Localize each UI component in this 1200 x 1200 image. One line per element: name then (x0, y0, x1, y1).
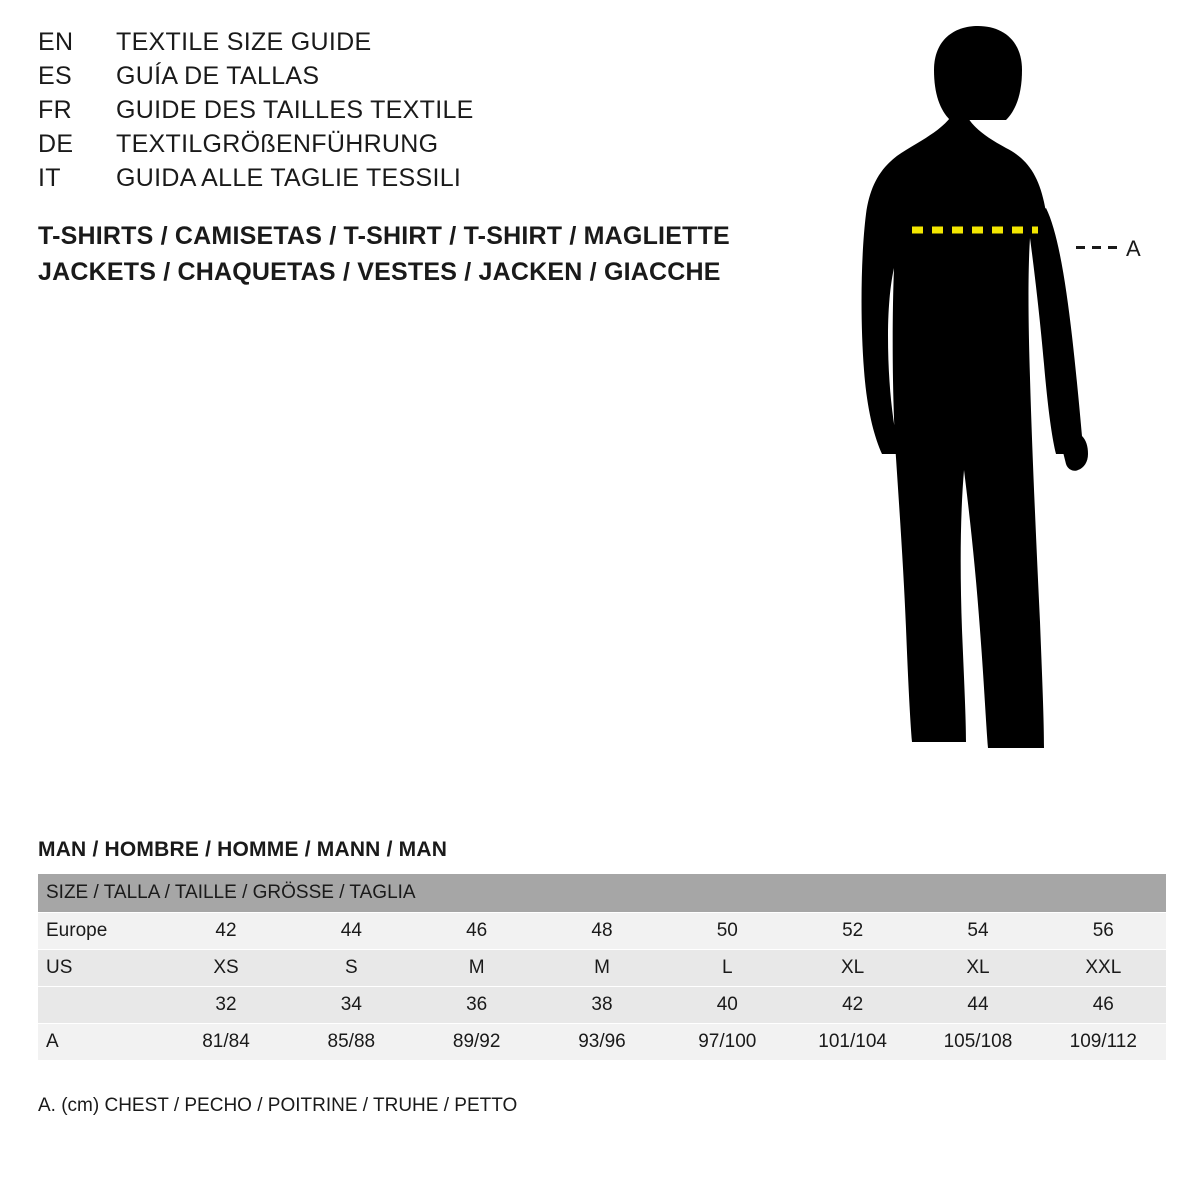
language-code: FR (38, 96, 72, 124)
table-cell: 44 (289, 913, 414, 950)
measure-label-a: A (1126, 236, 1141, 261)
row-label: Europe (38, 913, 163, 950)
language-row (38, 164, 758, 198)
table-cell: 42 (163, 913, 288, 950)
row-label: US (38, 950, 163, 987)
table-cell: 89/92 (414, 1024, 539, 1061)
table-cell: 46 (1041, 987, 1166, 1024)
table-cell: 56 (1041, 913, 1166, 950)
table-cell: L (665, 950, 790, 987)
table-cell: 50 (665, 913, 790, 950)
table-cell: M (414, 950, 539, 987)
language-header-block (38, 28, 758, 198)
table-cell: 93/96 (539, 1024, 664, 1061)
language-title: TEXTILGRÖßENFÜHRUNG (116, 130, 439, 158)
measure-leader-dash (1076, 246, 1120, 249)
table-cell: 44 (915, 987, 1040, 1024)
table-cell: 38 (539, 987, 664, 1024)
language-row (38, 130, 758, 164)
language-title: GUIDA ALLE TAGLIE TESSILI (116, 164, 462, 192)
language-code: ES (38, 62, 72, 90)
table-cell: 109/112 (1041, 1024, 1166, 1061)
body-silhouette-figure (830, 18, 1170, 788)
language-code: DE (38, 130, 74, 158)
language-code: IT (38, 164, 61, 192)
table-header-row (38, 874, 1166, 913)
table-cell: 97/100 (665, 1024, 790, 1061)
table-row (38, 913, 1166, 950)
size-table (38, 874, 1166, 1061)
table-header-label: SIZE / TALLA / TAILLE / GRÖSSE / TAGLIA (38, 874, 1166, 913)
category-block (38, 218, 798, 290)
table-cell: XXL (1041, 950, 1166, 987)
language-row (38, 28, 758, 62)
table-cell: 101/104 (790, 1024, 915, 1061)
silhouette-svg (830, 18, 1170, 788)
category-line-tshirts: T-SHIRTS / CAMISETAS / T-SHIRT / T-SHIRT / MAGLIETTE (38, 222, 730, 250)
table-cell: XS (163, 950, 288, 987)
row-label (38, 987, 163, 1024)
table-cell: XL (790, 950, 915, 987)
table-section-title: MAN / HOMBRE / HOMME / MANN / MAN (38, 838, 448, 861)
measurement-footnote: A. (cm) CHEST / PECHO / POITRINE / TRUHE / PETTO (38, 1095, 518, 1116)
table-cell: 85/88 (289, 1024, 414, 1061)
table-cell: 54 (915, 913, 1040, 950)
table-cell: 40 (665, 987, 790, 1024)
table-cell: 36 (414, 987, 539, 1024)
table-cell: 52 (790, 913, 915, 950)
size-table-section (38, 838, 1166, 1061)
language-title: GUIDE DES TAILLES TEXTILE (116, 96, 474, 124)
table-cell: 34 (289, 987, 414, 1024)
table-cell: 48 (539, 913, 664, 950)
table-cell: 46 (414, 913, 539, 950)
table-cell: S (289, 950, 414, 987)
language-title: GUÍA DE TALLAS (116, 62, 320, 90)
table-cell: 32 (163, 987, 288, 1024)
table-cell: XL (915, 950, 1040, 987)
language-code: EN (38, 28, 74, 56)
table-row (38, 987, 1166, 1024)
table-cell: 81/84 (163, 1024, 288, 1061)
language-row (38, 96, 758, 130)
table-cell: 105/108 (915, 1024, 1040, 1061)
language-title: TEXTILE SIZE GUIDE (116, 28, 372, 56)
language-row (38, 62, 758, 96)
table-row (38, 950, 1166, 987)
row-label: A (38, 1024, 163, 1061)
category-line-jackets: JACKETS / CHAQUETAS / VESTES / JACKEN / GIACCHE (38, 258, 721, 286)
table-row (38, 1024, 1166, 1061)
table-cell: M (539, 950, 664, 987)
table-cell: 42 (790, 987, 915, 1024)
